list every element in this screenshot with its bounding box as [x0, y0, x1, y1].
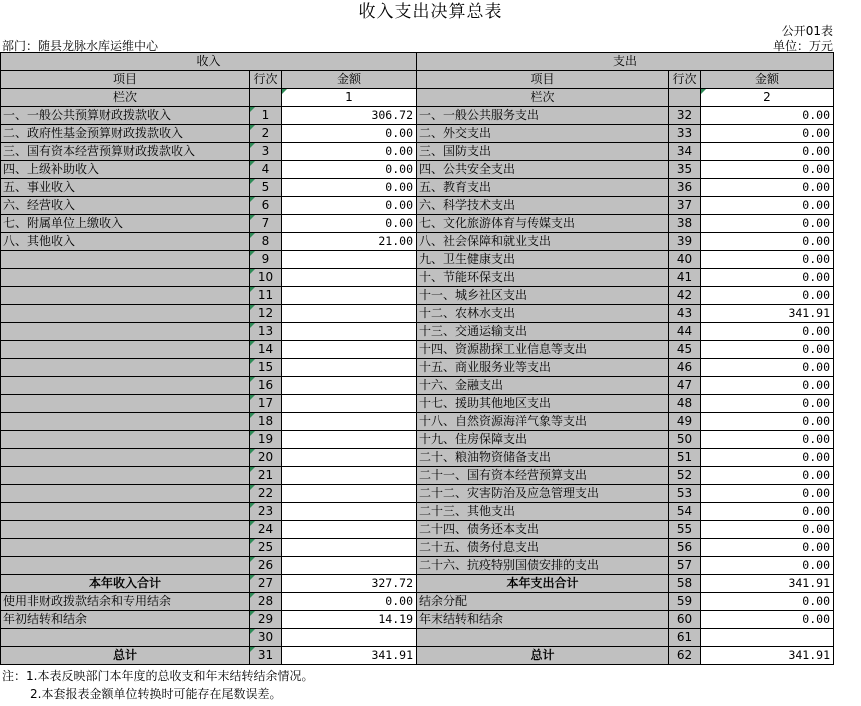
income-item [1, 359, 250, 377]
expense-item: 总计 [417, 647, 669, 665]
table-row [1, 251, 834, 269]
income-amount: 327.72 [282, 575, 417, 593]
income-amount: 0.00 [282, 125, 417, 143]
income-header: 收入 [1, 53, 417, 71]
income-line: 31 [250, 647, 282, 665]
expense-line: 37 [669, 197, 701, 215]
expense-item: 二十三、其他支出 [417, 503, 669, 521]
expense-line: 47 [669, 377, 701, 395]
income-amount [282, 341, 417, 359]
income-line-header: 行次 [250, 71, 282, 89]
income-item [1, 251, 250, 269]
table-row [1, 521, 834, 539]
expense-line: 50 [669, 431, 701, 449]
table-row [1, 215, 834, 233]
expense-amount: 0.00 [701, 539, 834, 557]
income-item: 三、国有资本经营预算财政拨款收入 [1, 143, 250, 161]
income-amount-header: 金额 [282, 71, 417, 89]
expense-line: 61 [669, 629, 701, 647]
income-line: 12 [250, 305, 282, 323]
income-amount: 0.00 [282, 197, 417, 215]
note-1: 注：1.本表反映部门本年度的总收支和年末结转结余情况。 [2, 669, 314, 683]
expense-item: 本年支出合计 [417, 575, 669, 593]
expense-amount: 341.91 [701, 575, 834, 593]
expense-line: 55 [669, 521, 701, 539]
table-row [1, 593, 834, 611]
income-line: 1 [250, 107, 282, 125]
expense-line: 58 [669, 575, 701, 593]
table-row [1, 107, 834, 125]
income-line: 21 [250, 467, 282, 485]
income-amount [282, 359, 417, 377]
income-item: 四、上级补助收入 [1, 161, 250, 179]
expense-line: 32 [669, 107, 701, 125]
table-row [1, 305, 834, 323]
income-line: 20 [250, 449, 282, 467]
expense-column-blank [669, 89, 701, 107]
income-line: 30 [250, 629, 282, 647]
expense-amount: 0.00 [701, 467, 834, 485]
expense-item: 二十六、抗疫特别国债安排的支出 [417, 557, 669, 575]
table-row [1, 323, 834, 341]
income-amount [282, 251, 417, 269]
expense-item: 十一、城乡社区支出 [417, 287, 669, 305]
income-item [1, 377, 250, 395]
table-row [1, 467, 834, 485]
expense-amount: 0.00 [701, 233, 834, 251]
income-line: 10 [250, 269, 282, 287]
expense-line: 60 [669, 611, 701, 629]
income-amount: 0.00 [282, 593, 417, 611]
expense-amount: 0.00 [701, 161, 834, 179]
expense-line: 48 [669, 395, 701, 413]
income-line: 13 [250, 323, 282, 341]
income-amount [282, 269, 417, 287]
income-item [1, 503, 250, 521]
expense-item: 二十二、灾害防治及应急管理支出 [417, 485, 669, 503]
expense-item: 十三、交通运输支出 [417, 323, 669, 341]
income-amount [282, 557, 417, 575]
expense-line: 45 [669, 341, 701, 359]
income-column-blank [250, 89, 282, 107]
expense-item: 十八、自然资源海洋气象等支出 [417, 413, 669, 431]
expense-item: 四、公共安全支出 [417, 161, 669, 179]
income-line: 3 [250, 143, 282, 161]
expense-item: 十、节能环保支出 [417, 269, 669, 287]
income-item [1, 323, 250, 341]
income-item: 总计 [1, 647, 250, 665]
income-line: 19 [250, 431, 282, 449]
income-line: 23 [250, 503, 282, 521]
table-row [1, 161, 834, 179]
income-item [1, 557, 250, 575]
table-row [1, 269, 834, 287]
expense-amount: 0.00 [701, 593, 834, 611]
expense-item: 十四、资源勘探工业信息等支出 [417, 341, 669, 359]
expense-item: 结余分配 [417, 593, 669, 611]
expense-item: 八、社会保障和就业支出 [417, 233, 669, 251]
income-line: 16 [250, 377, 282, 395]
income-line: 7 [250, 215, 282, 233]
table-row [1, 179, 834, 197]
income-amount: 0.00 [282, 161, 417, 179]
income-amount: 0.00 [282, 179, 417, 197]
income-item [1, 305, 250, 323]
table-row [1, 557, 834, 575]
income-item: 本年收入合计 [1, 575, 250, 593]
income-line: 26 [250, 557, 282, 575]
expense-line-header: 行次 [669, 71, 701, 89]
expense-item: 三、国防支出 [417, 143, 669, 161]
expense-amount: 0.00 [701, 107, 834, 125]
table-row [1, 359, 834, 377]
expense-line: 44 [669, 323, 701, 341]
expense-line: 34 [669, 143, 701, 161]
expense-amount: 0.00 [701, 413, 834, 431]
table-row [1, 575, 834, 593]
income-line: 15 [250, 359, 282, 377]
income-item: 年初结转和结余 [1, 611, 250, 629]
table-row [1, 287, 834, 305]
expense-amount-header: 金额 [701, 71, 834, 89]
income-item: 八、其他收入 [1, 233, 250, 251]
income-item [1, 431, 250, 449]
income-item: 使用非财政拨款结余和专用结余 [1, 593, 250, 611]
budget-summary-table [0, 52, 834, 665]
expense-item: 二、外交支出 [417, 125, 669, 143]
expense-line: 49 [669, 413, 701, 431]
income-item [1, 341, 250, 359]
expense-amount: 0.00 [701, 197, 834, 215]
income-amount [282, 323, 417, 341]
expense-amount: 0.00 [701, 557, 834, 575]
income-item [1, 539, 250, 557]
income-item [1, 449, 250, 467]
income-item [1, 395, 250, 413]
income-line: 17 [250, 395, 282, 413]
expense-amount: 0.00 [701, 341, 834, 359]
expense-item: 二十一、国有资本经营预算支出 [417, 467, 669, 485]
table-row [1, 629, 834, 647]
expense-item: 十七、援助其他地区支出 [417, 395, 669, 413]
expense-line: 38 [669, 215, 701, 233]
expense-item: 六、科学技术支出 [417, 197, 669, 215]
expense-amount: 0.00 [701, 269, 834, 287]
income-amount [282, 467, 417, 485]
income-item [1, 485, 250, 503]
expense-amount: 0.00 [701, 287, 834, 305]
income-amount [282, 539, 417, 557]
income-amount: 341.91 [282, 647, 417, 665]
expense-item: 七、文化旅游体育与传媒支出 [417, 215, 669, 233]
expense-amount: 0.00 [701, 449, 834, 467]
expense-line: 62 [669, 647, 701, 665]
income-amount [282, 287, 417, 305]
expense-line: 35 [669, 161, 701, 179]
income-amount [282, 503, 417, 521]
expense-line: 43 [669, 305, 701, 323]
expense-amount [701, 629, 834, 647]
expense-amount: 0.00 [701, 323, 834, 341]
income-column-label: 栏次 [1, 89, 250, 107]
expense-amount: 0.00 [701, 125, 834, 143]
department-label: 部门：随县龙脉水库运维中心 [2, 39, 159, 53]
expense-item: 十五、商业服务业等支出 [417, 359, 669, 377]
income-line: 25 [250, 539, 282, 557]
income-amount: 306.72 [282, 107, 417, 125]
table-row [1, 125, 834, 143]
income-line: 28 [250, 593, 282, 611]
income-line: 27 [250, 575, 282, 593]
income-item: 七、附属单位上缴收入 [1, 215, 250, 233]
expense-line: 53 [669, 485, 701, 503]
income-line: 6 [250, 197, 282, 215]
income-line: 8 [250, 233, 282, 251]
expense-amount: 0.00 [701, 215, 834, 233]
expense-column-label: 栏次 [417, 89, 669, 107]
notes [2, 667, 313, 703]
table-row [1, 647, 834, 665]
income-line: 18 [250, 413, 282, 431]
expense-amount: 0.00 [701, 251, 834, 269]
income-item: 五、事业收入 [1, 179, 250, 197]
expense-amount: 0.00 [701, 143, 834, 161]
expense-line: 57 [669, 557, 701, 575]
expense-line: 39 [669, 233, 701, 251]
table-row [1, 449, 834, 467]
expense-line: 46 [669, 359, 701, 377]
income-amount [282, 305, 417, 323]
table-row [1, 503, 834, 521]
expense-line: 51 [669, 449, 701, 467]
income-amount [282, 485, 417, 503]
income-amount: 0.00 [282, 215, 417, 233]
income-amount: 14.19 [282, 611, 417, 629]
form-number: 公开01表 [781, 24, 833, 38]
expense-item-header: 项目 [417, 71, 669, 89]
income-item [1, 269, 250, 287]
page-title: 收入支出决算总表 [358, 2, 503, 22]
expense-item: 九、卫生健康支出 [417, 251, 669, 269]
income-line: 14 [250, 341, 282, 359]
income-line: 9 [250, 251, 282, 269]
table-row [1, 341, 834, 359]
expense-line: 40 [669, 251, 701, 269]
income-line: 29 [250, 611, 282, 629]
table-row [1, 611, 834, 629]
income-line: 4 [250, 161, 282, 179]
expense-item: 二十五、债务付息支出 [417, 539, 669, 557]
income-item: 二、政府性基金预算财政拨款收入 [1, 125, 250, 143]
income-item: 六、经营收入 [1, 197, 250, 215]
expense-item: 十九、住房保障支出 [417, 431, 669, 449]
income-amount [282, 413, 417, 431]
expense-line: 36 [669, 179, 701, 197]
income-amount: 0.00 [282, 143, 417, 161]
income-column-number: 1 [282, 89, 417, 107]
expense-amount: 0.00 [701, 395, 834, 413]
expense-amount: 341.91 [701, 647, 834, 665]
expense-amount: 341.91 [701, 305, 834, 323]
expense-item: 十二、农林水支出 [417, 305, 669, 323]
income-item [1, 413, 250, 431]
income-amount [282, 431, 417, 449]
expense-item: 五、教育支出 [417, 179, 669, 197]
table-row [1, 377, 834, 395]
table-row [1, 395, 834, 413]
expense-line: 33 [669, 125, 701, 143]
expense-amount: 0.00 [701, 503, 834, 521]
table-row [1, 197, 834, 215]
income-amount [282, 377, 417, 395]
income-line: 2 [250, 125, 282, 143]
unit-label: 单位：万元 [772, 39, 833, 53]
table-row [1, 539, 834, 557]
expense-line: 52 [669, 467, 701, 485]
expense-line: 59 [669, 593, 701, 611]
income-item [1, 467, 250, 485]
income-item [1, 521, 250, 539]
income-amount [282, 395, 417, 413]
expense-line: 41 [669, 269, 701, 287]
expense-line: 56 [669, 539, 701, 557]
expense-amount: 0.00 [701, 359, 834, 377]
expense-item: 一、一般公共服务支出 [417, 107, 669, 125]
expense-amount: 0.00 [701, 431, 834, 449]
income-amount [282, 449, 417, 467]
income-item: 一、一般公共预算财政拨款收入 [1, 107, 250, 125]
expense-item [417, 629, 669, 647]
table-row [1, 233, 834, 251]
income-line: 22 [250, 485, 282, 503]
expense-item: 二十、粮油物资储备支出 [417, 449, 669, 467]
income-item [1, 287, 250, 305]
income-amount [282, 629, 417, 647]
table-row [1, 485, 834, 503]
table-row [1, 143, 834, 161]
table-row [1, 431, 834, 449]
expense-item: 年末结转和结余 [417, 611, 669, 629]
expense-item: 十六、金融支出 [417, 377, 669, 395]
table-row [1, 413, 834, 431]
income-amount: 21.00 [282, 233, 417, 251]
expense-column-number: 2 [701, 89, 834, 107]
expense-amount: 0.00 [701, 611, 834, 629]
income-item [1, 629, 250, 647]
note-2: 2.本套报表金额单位转换时可能存在尾数误差。 [30, 687, 282, 701]
income-line: 11 [250, 287, 282, 305]
income-amount [282, 521, 417, 539]
income-line: 24 [250, 521, 282, 539]
expense-amount: 0.00 [701, 485, 834, 503]
expense-amount: 0.00 [701, 521, 834, 539]
income-item-header: 项目 [1, 71, 250, 89]
expense-line: 42 [669, 287, 701, 305]
expense-line: 54 [669, 503, 701, 521]
expense-amount: 0.00 [701, 377, 834, 395]
expense-header: 支出 [417, 53, 834, 71]
expense-amount: 0.00 [701, 179, 834, 197]
income-line: 5 [250, 179, 282, 197]
expense-item: 二十四、债务还本支出 [417, 521, 669, 539]
